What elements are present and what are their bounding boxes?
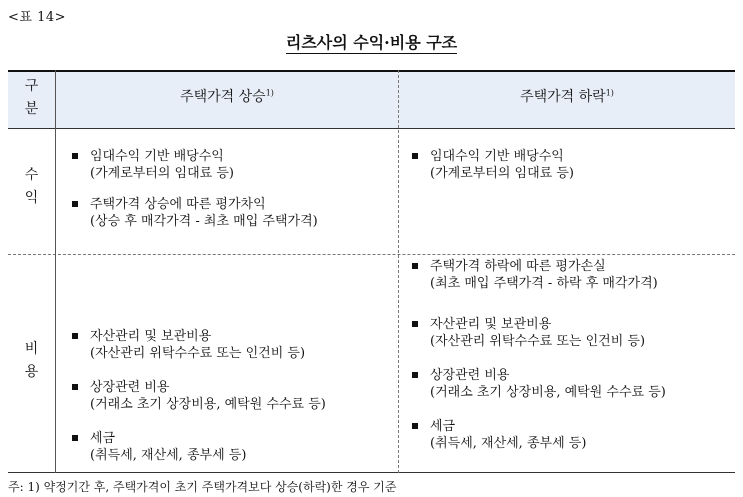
row-label-cost: 비 용 <box>24 341 39 380</box>
table-row-divider <box>8 254 735 255</box>
header-price-fall: 주택가격 하락$^{1)}$ <box>520 88 614 105</box>
revenue-fall-cell <box>408 148 728 192</box>
cost-fall-cell <box>408 258 718 462</box>
list-item: 임대수익 기반 배당수익 (가계로부터의 임대료 등) <box>408 148 728 182</box>
header-category-label: 구 분 <box>24 78 39 117</box>
list-item: 자산관리 및 보관비용 (자산관리 위탁수수료 또는 인건비 등) <box>408 316 718 350</box>
list-item: 임대수익 기반 배당수익 (가계로부터의 임대료 등) <box>68 148 393 182</box>
list-item: 상장관련 비용 (거래소 초기 상장비용, 예탁원 수수료 등) <box>408 367 718 401</box>
list-item: 상장관련 비용 (거래소 초기 상장비용, 예탁원 수수료 등) <box>68 379 393 413</box>
header-price-rise: 주택가격 상승$^{1)}$ <box>180 88 274 105</box>
table-column-divider <box>398 70 399 473</box>
row-label-revenue: 수 익 <box>24 167 39 206</box>
table-footnote: 주: 1) 약정기간 후, 주택가격이 초기 주택가격보다 상승(하락)한 경우 기준 <box>8 480 397 494</box>
revenue-rise-cell <box>68 148 393 240</box>
list-item: 세금 (취득세, 재산세, 종부세 등) <box>408 418 718 452</box>
revenue-cost-table <box>8 70 735 473</box>
table-title <box>0 30 743 53</box>
table-top-border <box>8 70 735 72</box>
table-number-label: <표 14> <box>8 10 67 25</box>
table-header-border <box>8 128 735 129</box>
table-category-divider <box>55 70 56 473</box>
cost-rise-cell <box>68 328 393 474</box>
list-item: 주택가격 하락에 따른 평가손실 (최초 매입 주택가격 - 하락 후 매각가격) <box>408 258 720 292</box>
list-item: 세금 (취득세, 재산세, 종부세 등) <box>68 430 393 464</box>
list-item: 주택가격 상승에 따른 평가차익 (상승 후 매각가격 - 최초 매입 주택가격) <box>68 196 393 230</box>
list-item: 자산관리 및 보관비용 (자산관리 위탁수수료 또는 인건비 등) <box>68 328 393 362</box>
table-title-text: 리츠사의 수익·비용 구조 <box>285 33 458 52</box>
